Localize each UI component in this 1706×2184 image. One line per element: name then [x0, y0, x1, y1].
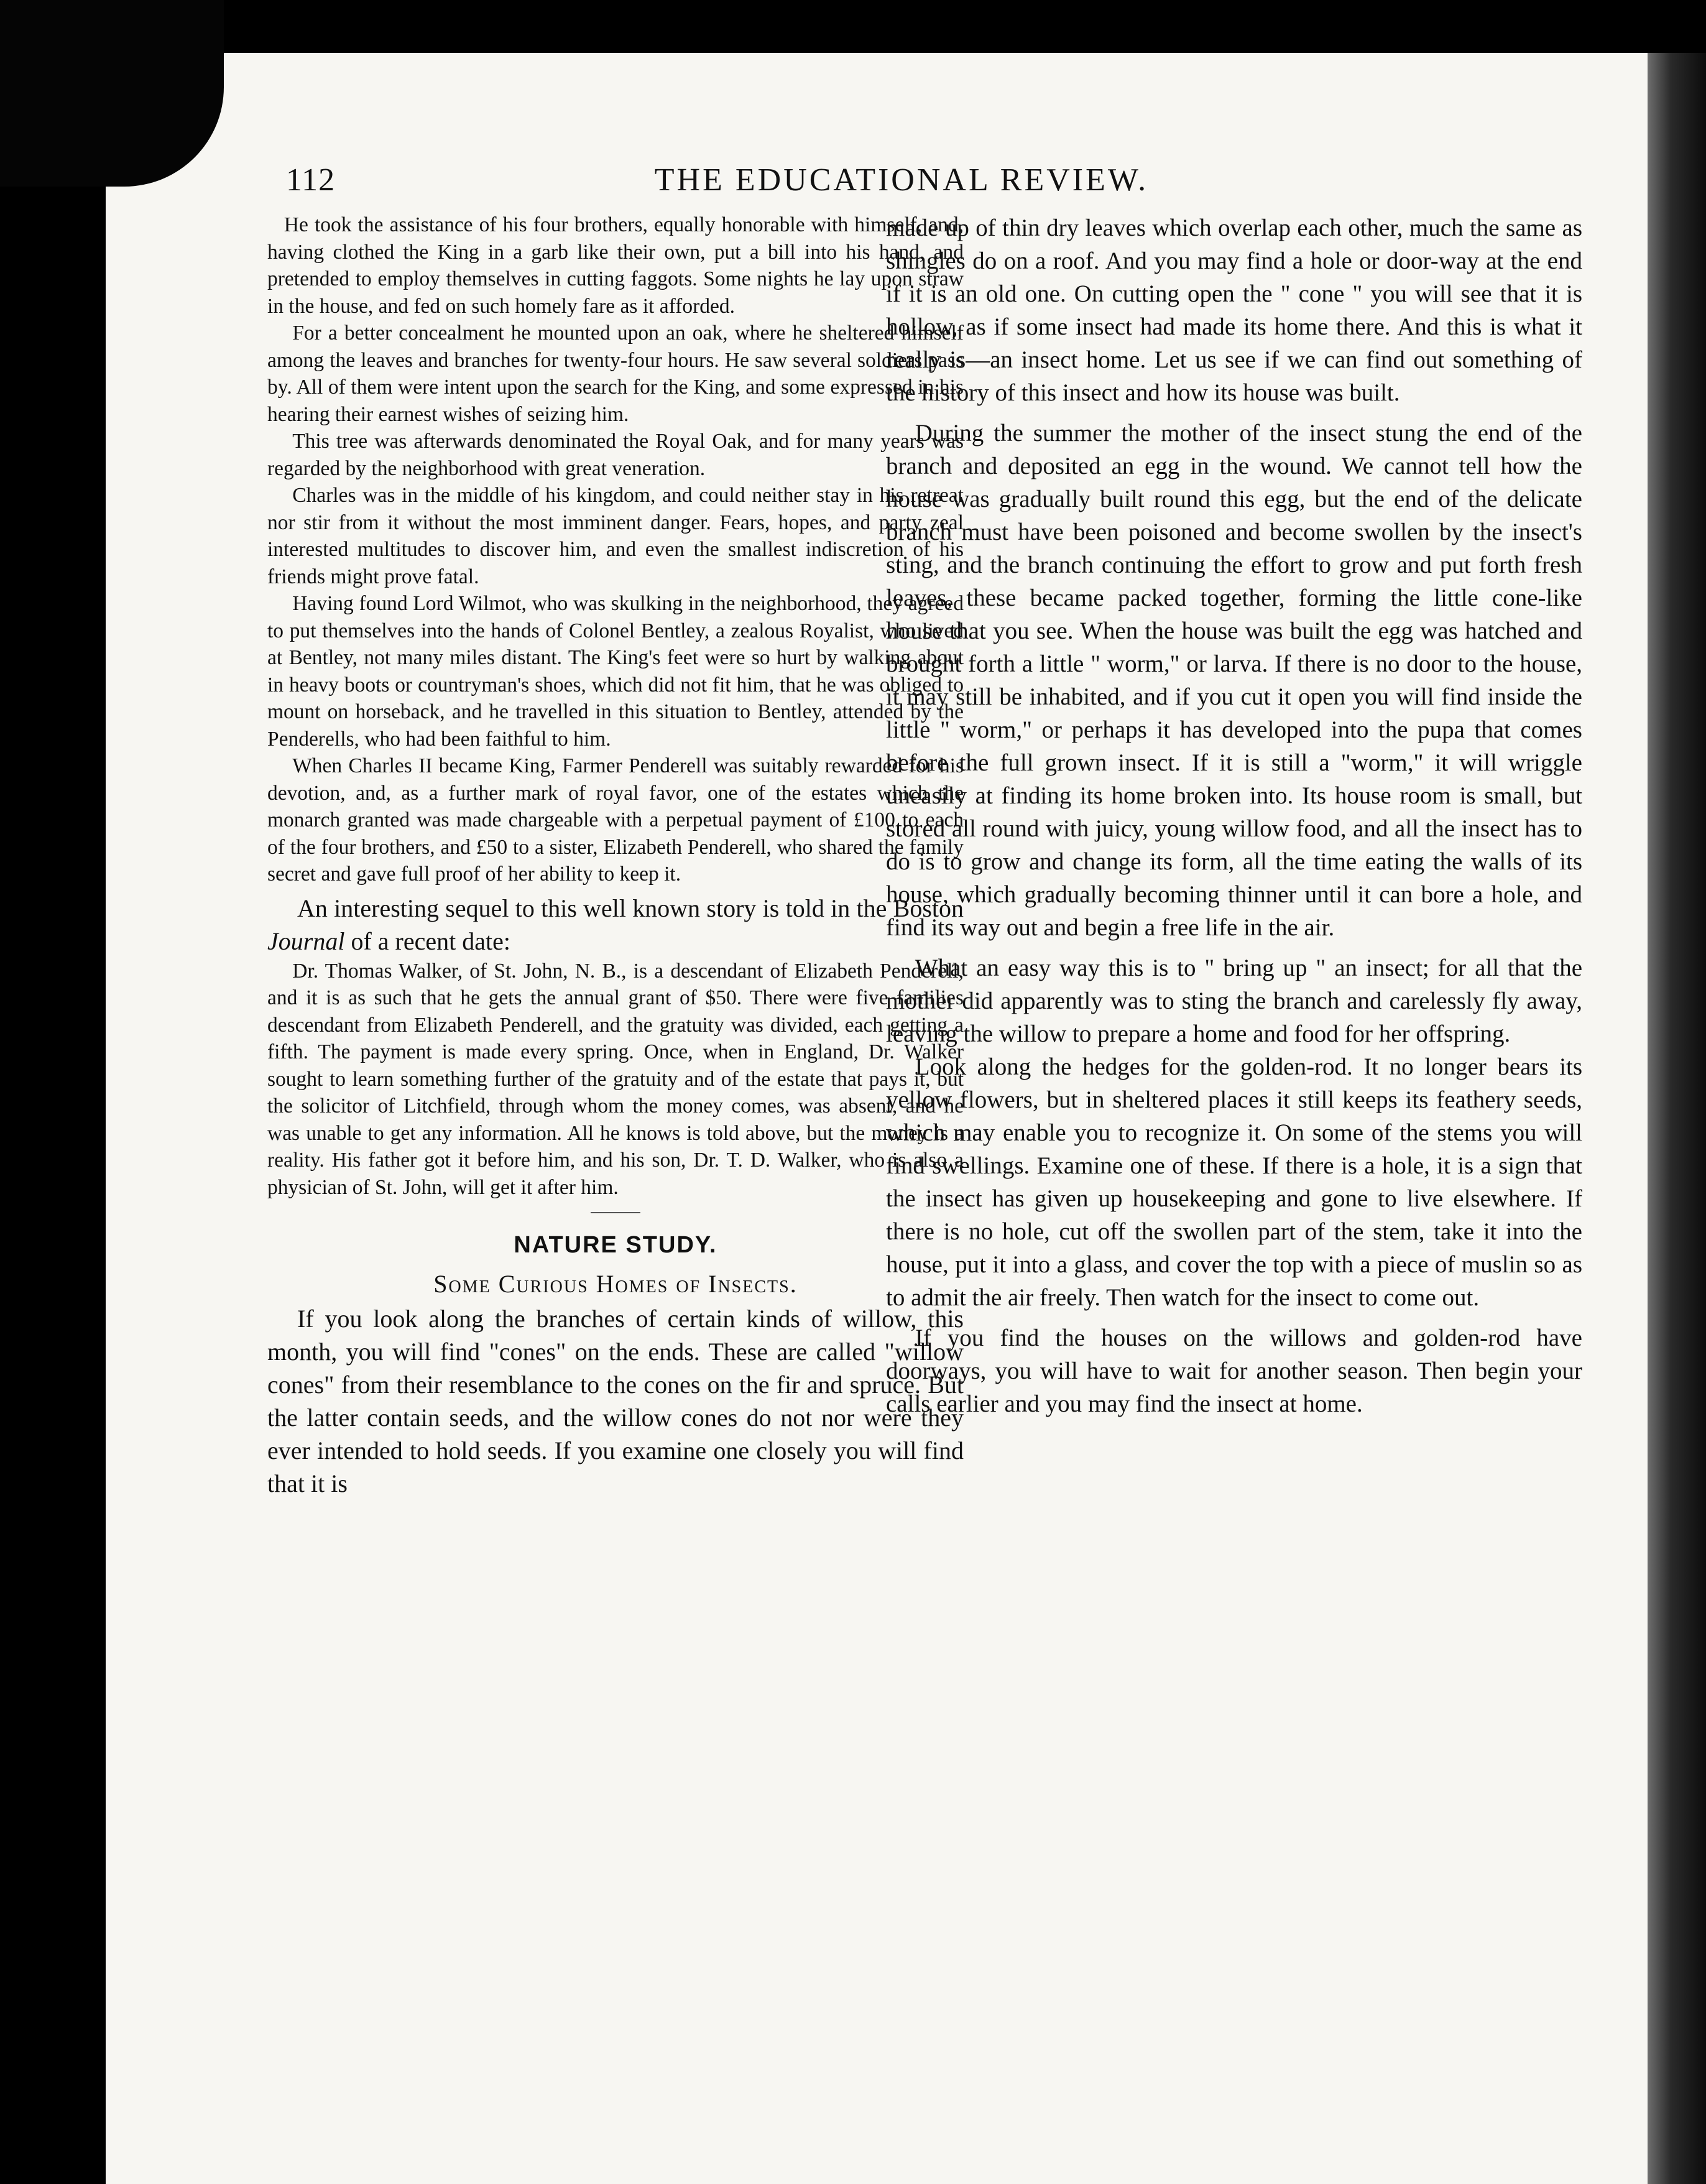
- section-divider: [591, 1212, 640, 1213]
- journal-name: Journal: [267, 927, 345, 955]
- paragraph: If you find the houses on the willows and golden-rod have doorways, you will have to wait for another season. Then begin your calls earlier and you may find the insect at home.: [886, 1325, 1582, 1417]
- paragraph: He took the assistance of his four brothers, equally honorable with himself, and, having clothed the King in a garb like their own, put a bill into his hand, and pretended to employ themselves in cutting faggots. Some nights he lay upon straw in the house, and fed on such homely fare as it afforded.: [267, 213, 964, 318]
- paragraph: Having found Lord Wilmot, who was skulking in the neighborhood, they agreed to put themselves into the hands of Colonel Bentley, a zealous Royalist, who lived at Bentley, not many miles distant. The King's feet were so hurt by walking about in heavy boots or countryman's shoes, which did not fit him, that he was obliged to mount on horseback, and he travelled in this situation to Bentley, attended by the Penderells, who had been faithful to him.: [267, 592, 964, 751]
- quote-intro-text: An interesting sequel to this well known story is told in the Boston: [297, 894, 964, 922]
- running-title: THE EDUCATIONAL REVIEW.: [654, 162, 1149, 198]
- paragraph: made up of thin dry leaves which overlap each other, much the same as shingles do on a roof. And you may find a hole or door-way at the end if it is an old one. On cutting open the " cone " you will see that it is hollow, as if some insect had made its home there. And this is what it really is—an insect home. Let us see if we can find out something of the history of this insect and how its house was built.: [886, 215, 1582, 406]
- section-subtitle: Some Curious Homes of Insects.: [433, 1269, 798, 1298]
- paragraph: This tree was afterwards denominated the Royal Oak, and for many years was regarded by the neighborhood with great veneration.: [267, 430, 964, 480]
- section-title: NATURE STUDY.: [514, 1232, 717, 1258]
- paragraph: When Charles II became King, Farmer Penderell was suitably rewarded for his devotion, and, as a further mark of royal favor, one of the estates which the monarch granted was made chargeable with a perpetual payment of £100 to each of the four brothers, and £50 to a sister, Elizabeth Penderell, who shared the family secret and gave full proof of her ability to keep it.: [267, 754, 964, 886]
- paragraph: For a better concealment he mounted upon an oak, where he sheltered himself among the leaves and branches for twenty-four hours. He saw several soldiers pass by. All of them were intent upon the search for the King, and some expressed in his hearing their earnest wishes of seizing him.: [267, 322, 964, 426]
- page-number: 112: [286, 162, 336, 198]
- quote-intro-tail: of a recent date:: [344, 927, 510, 955]
- quote-intro-paragraph: [267, 892, 964, 958]
- paragraph: What an easy way this is to " bring up " an insect; for all that the mother did apparently was to sting the branch and carelessly fly away, leaving the willow to prepare a home and food for her offspring.: [886, 955, 1582, 1047]
- paragraph: Charles was in the middle of his kingdom, and could neither stay in his retreat nor stir from it without the most imminent danger. Fears, hopes, and party zeal interested multitudes to discover him, and even the smallest indiscretion of his friends might prove fatal.: [267, 484, 964, 588]
- left-column: [267, 211, 964, 1500]
- quoted-paragraph: Dr. Thomas Walker, of St. John, N. B., is a descendant of Elizabeth Penderell, and it is as such that he gets the annual grant of $50. There were five families descendant from Elizabeth Penderell, and the gratuity was divided, each getting a fifth. The payment is made every spring. Once, when in England, Dr. Walker sought to learn something further of the gratuity and of the estate that pays it, but the solicitor of Litchfield, through whom the money comes, was absent, and he was unable to get any information. All he knows is told above, but the money is a reality. His father got it before him, and his son, Dr. T. D. Walker, who is also a physician of St. John, will get it after him.: [267, 959, 964, 1199]
- paragraph: Look along the hedges for the golden-rod. It no longer bears its yellow flowers, but in sheltered places it still keeps its feathery seeds, which may enable you to recognize it. On some of the stems you will find swellings. Examine one of these. If there is a hole, it is a sign that the insect has given up housekeeping and gone to live elsewhere. If there is no hole, cut off the swollen part of the stem, take it into the house, put it into a glass, and cover the top with a piece of muslin so as to admit the air freely. Then watch for the insect to come out.: [886, 1053, 1582, 1311]
- paragraph: During the summer the mother of the insect stung the end of the branch and deposited an egg in the wound. We cannot tell how the house was gradually built round this egg, but the end of the delicate branch must have been poisoned and become swollen by the insect's sting, and the branch continuing the effort to grow and put forth fresh leaves, these became packed together, forming the little cone-like house that you see. When the house was built the egg was hatched and brought forth a little " worm," or larva. If there is no door to the house, it may still be inhabited, and if you cut it open you will find inside the little " worm," or perhaps it has developed into the pupa that comes before the full grown insect. If it is still a "worm," it will wriggle uneasily at finding its home broken into. Its house room is small, but stored all round with juicy, young willow food, and all the insect has to do is to grow and change its form, all the time eating the walls of its house, which gradually becoming thinner until it can bore a hole, and find its way out and begin a free life in the air.: [886, 420, 1582, 941]
- right-column: [886, 211, 1582, 1420]
- paragraph: If you look along the branches of certain kinds of willow, this month, you will find "cones" on the ends. These are called "willow cones" from their resemblance to the cones on the fir and spruce. But the latter contain seeds, and the willow cones do not nor were they ever intended to hold seeds. If you examine one closely you will find that it is: [267, 1305, 964, 1497]
- page-spine-shadow: [1648, 53, 1706, 2184]
- binder-clip-shadow: [0, 0, 224, 187]
- page-header: [286, 162, 1517, 218]
